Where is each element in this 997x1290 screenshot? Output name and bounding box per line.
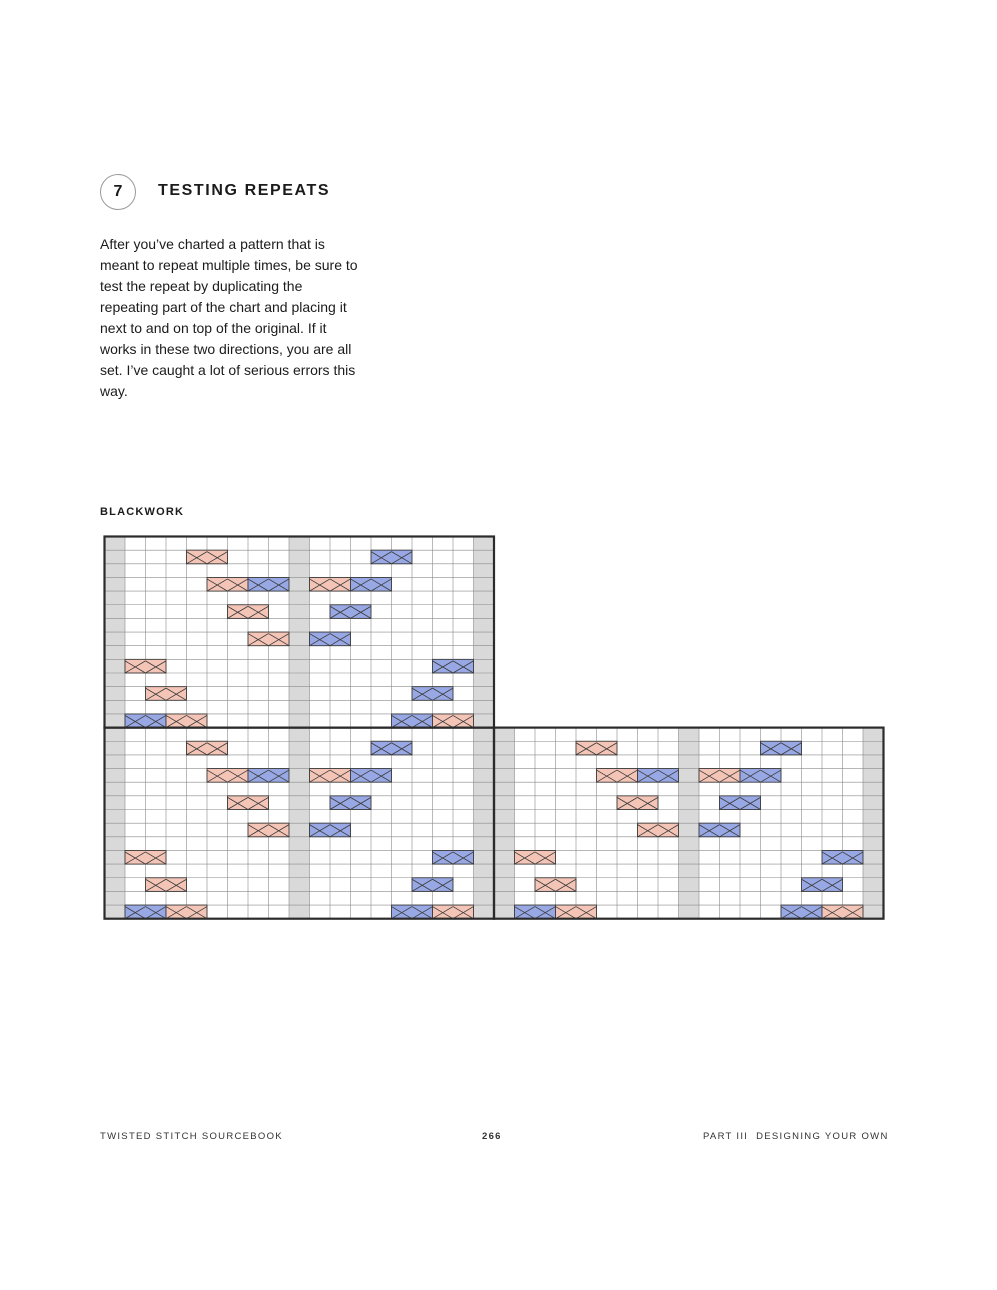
stitch-blue xyxy=(248,577,289,591)
step-number: 7 xyxy=(113,183,123,200)
stitch-blue xyxy=(433,850,474,864)
stitch-blue xyxy=(310,823,351,837)
stitch-blue xyxy=(125,714,166,728)
stitch-pink xyxy=(638,823,679,837)
stitch-pink xyxy=(433,905,474,919)
stitch-pink xyxy=(187,550,228,564)
stitch-pink xyxy=(822,905,863,919)
stitch-pink xyxy=(187,741,228,755)
stitch-pink xyxy=(248,632,289,646)
stitch-pink xyxy=(310,577,351,591)
stitch-pink xyxy=(125,659,166,673)
stitch-blue xyxy=(371,741,412,755)
stitch-pink xyxy=(433,714,474,728)
stitch-blue xyxy=(699,823,740,837)
stitch-pink xyxy=(597,769,638,783)
stitch-blue xyxy=(371,550,412,564)
stitch-blue xyxy=(638,769,679,783)
stitch-pink xyxy=(207,577,248,591)
body-paragraph: After you’ve charted a pattern that is meant to repeat multiple times, be sure to test the repeat by duplicating the repeating part of the chart and placing it next to and on top of the original. If it works in these two directions, you are all set. I’ve caught a lot of serious errors this way. xyxy=(100,236,358,399)
stitch-pink xyxy=(515,850,556,864)
stitch-pink xyxy=(146,687,187,701)
stitch-blue xyxy=(412,687,453,701)
stitch-blue xyxy=(433,659,474,673)
footer-section: PART III DESIGNING YOUR OWN xyxy=(703,1131,889,1142)
stitch-blue xyxy=(720,796,761,810)
stitch-blue xyxy=(515,905,556,919)
chart-label: BLACKWORK xyxy=(100,506,185,518)
stitch-blue xyxy=(351,577,392,591)
stitch-pink xyxy=(248,823,289,837)
stitch-pink xyxy=(535,878,576,892)
stitch-blue xyxy=(740,769,781,783)
stitch-blue xyxy=(351,769,392,783)
stitch-pink xyxy=(166,714,207,728)
stitch-blue xyxy=(761,741,802,755)
stitch-blue xyxy=(330,605,371,619)
stitch-pink xyxy=(166,905,207,919)
stitch-blue xyxy=(781,905,822,919)
stitch-pink xyxy=(228,796,269,810)
stitch-pink xyxy=(556,905,597,919)
stitch-blue xyxy=(412,878,453,892)
section-title: TESTING REPEATS xyxy=(158,182,331,199)
footer-book-title: TWISTED STITCH SOURCEBOOK xyxy=(100,1131,283,1142)
stitch-pink xyxy=(207,769,248,783)
stitch-pink xyxy=(617,796,658,810)
footer-page-number: 266 xyxy=(482,1131,502,1142)
stitch-blue xyxy=(802,878,843,892)
stitch-blue xyxy=(330,796,371,810)
stitch-pink xyxy=(576,741,617,755)
stitch-blue xyxy=(822,850,863,864)
stitch-blue xyxy=(392,714,433,728)
stitch-pink xyxy=(228,605,269,619)
stitch-blue xyxy=(125,905,166,919)
stitch-blue xyxy=(310,632,351,646)
stitch-blue xyxy=(248,769,289,783)
stitch-pink xyxy=(310,769,351,783)
stitch-blue xyxy=(392,905,433,919)
stitch-pink xyxy=(699,769,740,783)
stitch-pink xyxy=(125,850,166,864)
stitch-pink xyxy=(146,878,187,892)
